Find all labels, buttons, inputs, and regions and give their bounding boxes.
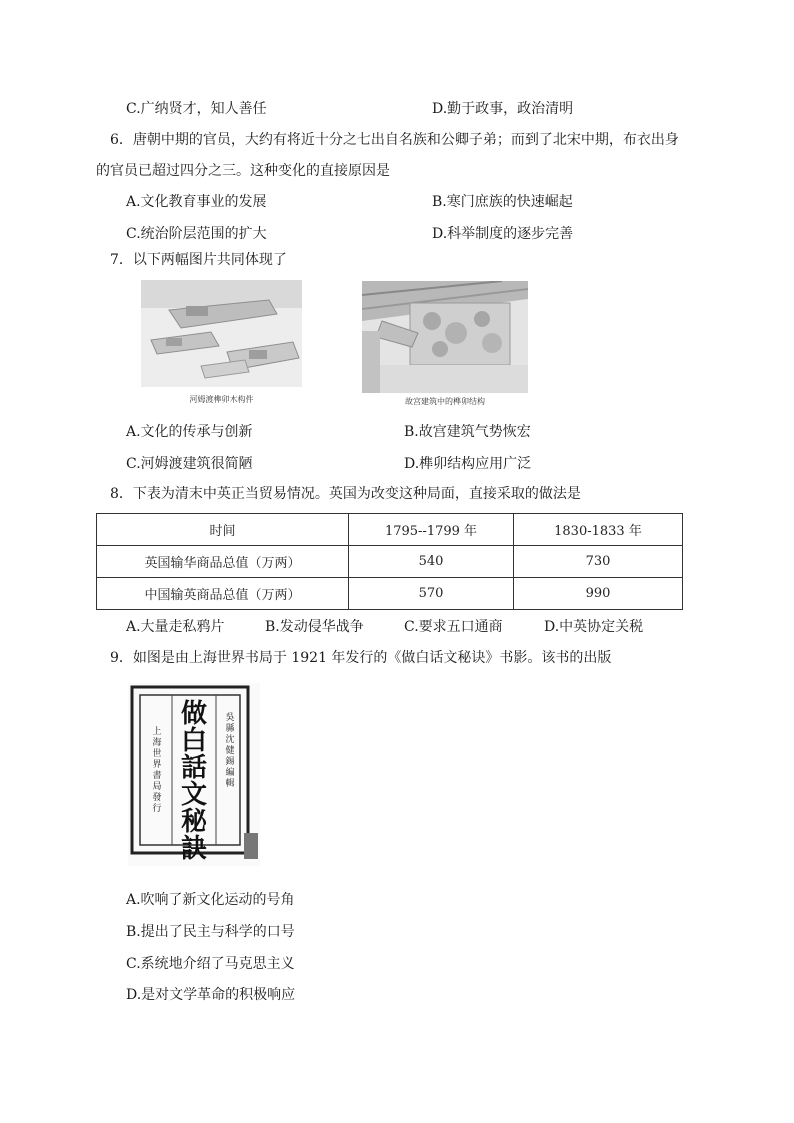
table-header-cell: 时间 (97, 514, 349, 546)
table-row (97, 578, 683, 610)
q9-option-a: A.吹响了新文化运动的号角 (126, 892, 295, 908)
q8-option-b: B.发动侵华战争 (265, 619, 364, 635)
q7-option-b: B.故宫建筑气势恢宏 (404, 424, 531, 440)
q9-option-b: B.提出了民主与科学的口号 (126, 924, 295, 940)
q9-stem: 9．如图是由上海世界书局于 1921 年发行的《做白话文秘诀》书影。该书的出版 (110, 650, 612, 666)
table-cell: 英国输华商品总值（万两） (97, 546, 349, 578)
q6-option-a: A.文化教育事业的发展 (126, 194, 267, 210)
q8-stem: 8．下表为清末中英正当贸易情况。英国为改变这种局面，直接采取的做法是 (110, 486, 581, 502)
q7-stem: 7．以下两幅图片共同体现了 (110, 252, 287, 268)
forbidden-city-mortise-tenon-photo (362, 281, 528, 393)
table-cell: 730 (514, 546, 683, 578)
q5-option-c: C.广纳贤才，知人善任 (126, 101, 267, 117)
book-cover-image (128, 683, 260, 866)
q7-option-d: D.榫卯结构应用广泛 (404, 456, 532, 472)
q6-option-b: B.寒门庶族的快速崛起 (432, 194, 573, 210)
table-cell: 570 (349, 578, 514, 610)
cover-author: 吳縣沈健錫編輯 (225, 713, 235, 789)
table-header-cell: 1795--1799 年 (349, 514, 514, 546)
hemudu-caption: 河姆渡榫卯木构件 (189, 395, 254, 404)
q5-option-d: D.勤于政事，政治清明 (432, 101, 574, 117)
table-row (97, 546, 683, 578)
q7-option-a: A.文化的传承与创新 (126, 424, 253, 440)
q6-stem-line2: 的官员已超过四分之三。这种变化的直接原因是 (96, 163, 390, 179)
table-cell: 中国输英商品总值（万两） (97, 578, 349, 610)
q9-option-d: D.是对文学革命的积极响应 (126, 987, 296, 1003)
cover-publisher: 上海世界書局發行 (152, 727, 162, 814)
q8-option-d: D.中英协定关税 (544, 619, 644, 635)
table-header-cell: 1830-1833 年 (514, 514, 683, 546)
q9-option-c: C.系统地介绍了马克思主义 (126, 956, 295, 972)
table-cell: 990 (514, 578, 683, 610)
q6-stem-line1: 6．唐朝中期的官员，大约有将近十分之七出自名族和公卿子弟；而到了北宋中期，布衣出身 (110, 132, 679, 148)
q8-option-c: C.要求五口通商 (404, 619, 503, 635)
table-cell: 540 (349, 546, 514, 578)
trade-table (96, 513, 683, 610)
table-header-row (97, 514, 683, 546)
hemudu-mortise-tenon-photo (141, 280, 302, 387)
q6-option-d: D.科举制度的逐步完善 (432, 226, 574, 242)
forbidden-city-caption: 故宫建筑中的榫卯结构 (405, 397, 485, 406)
cover-title: 做白話文秘訣 (180, 699, 207, 864)
q7-option-c: C.河姆渡建筑很简陋 (126, 456, 253, 472)
q6-option-c: C.统治阶层范围的扩大 (126, 226, 267, 242)
q8-option-a: A.大量走私鸦片 (126, 619, 225, 635)
